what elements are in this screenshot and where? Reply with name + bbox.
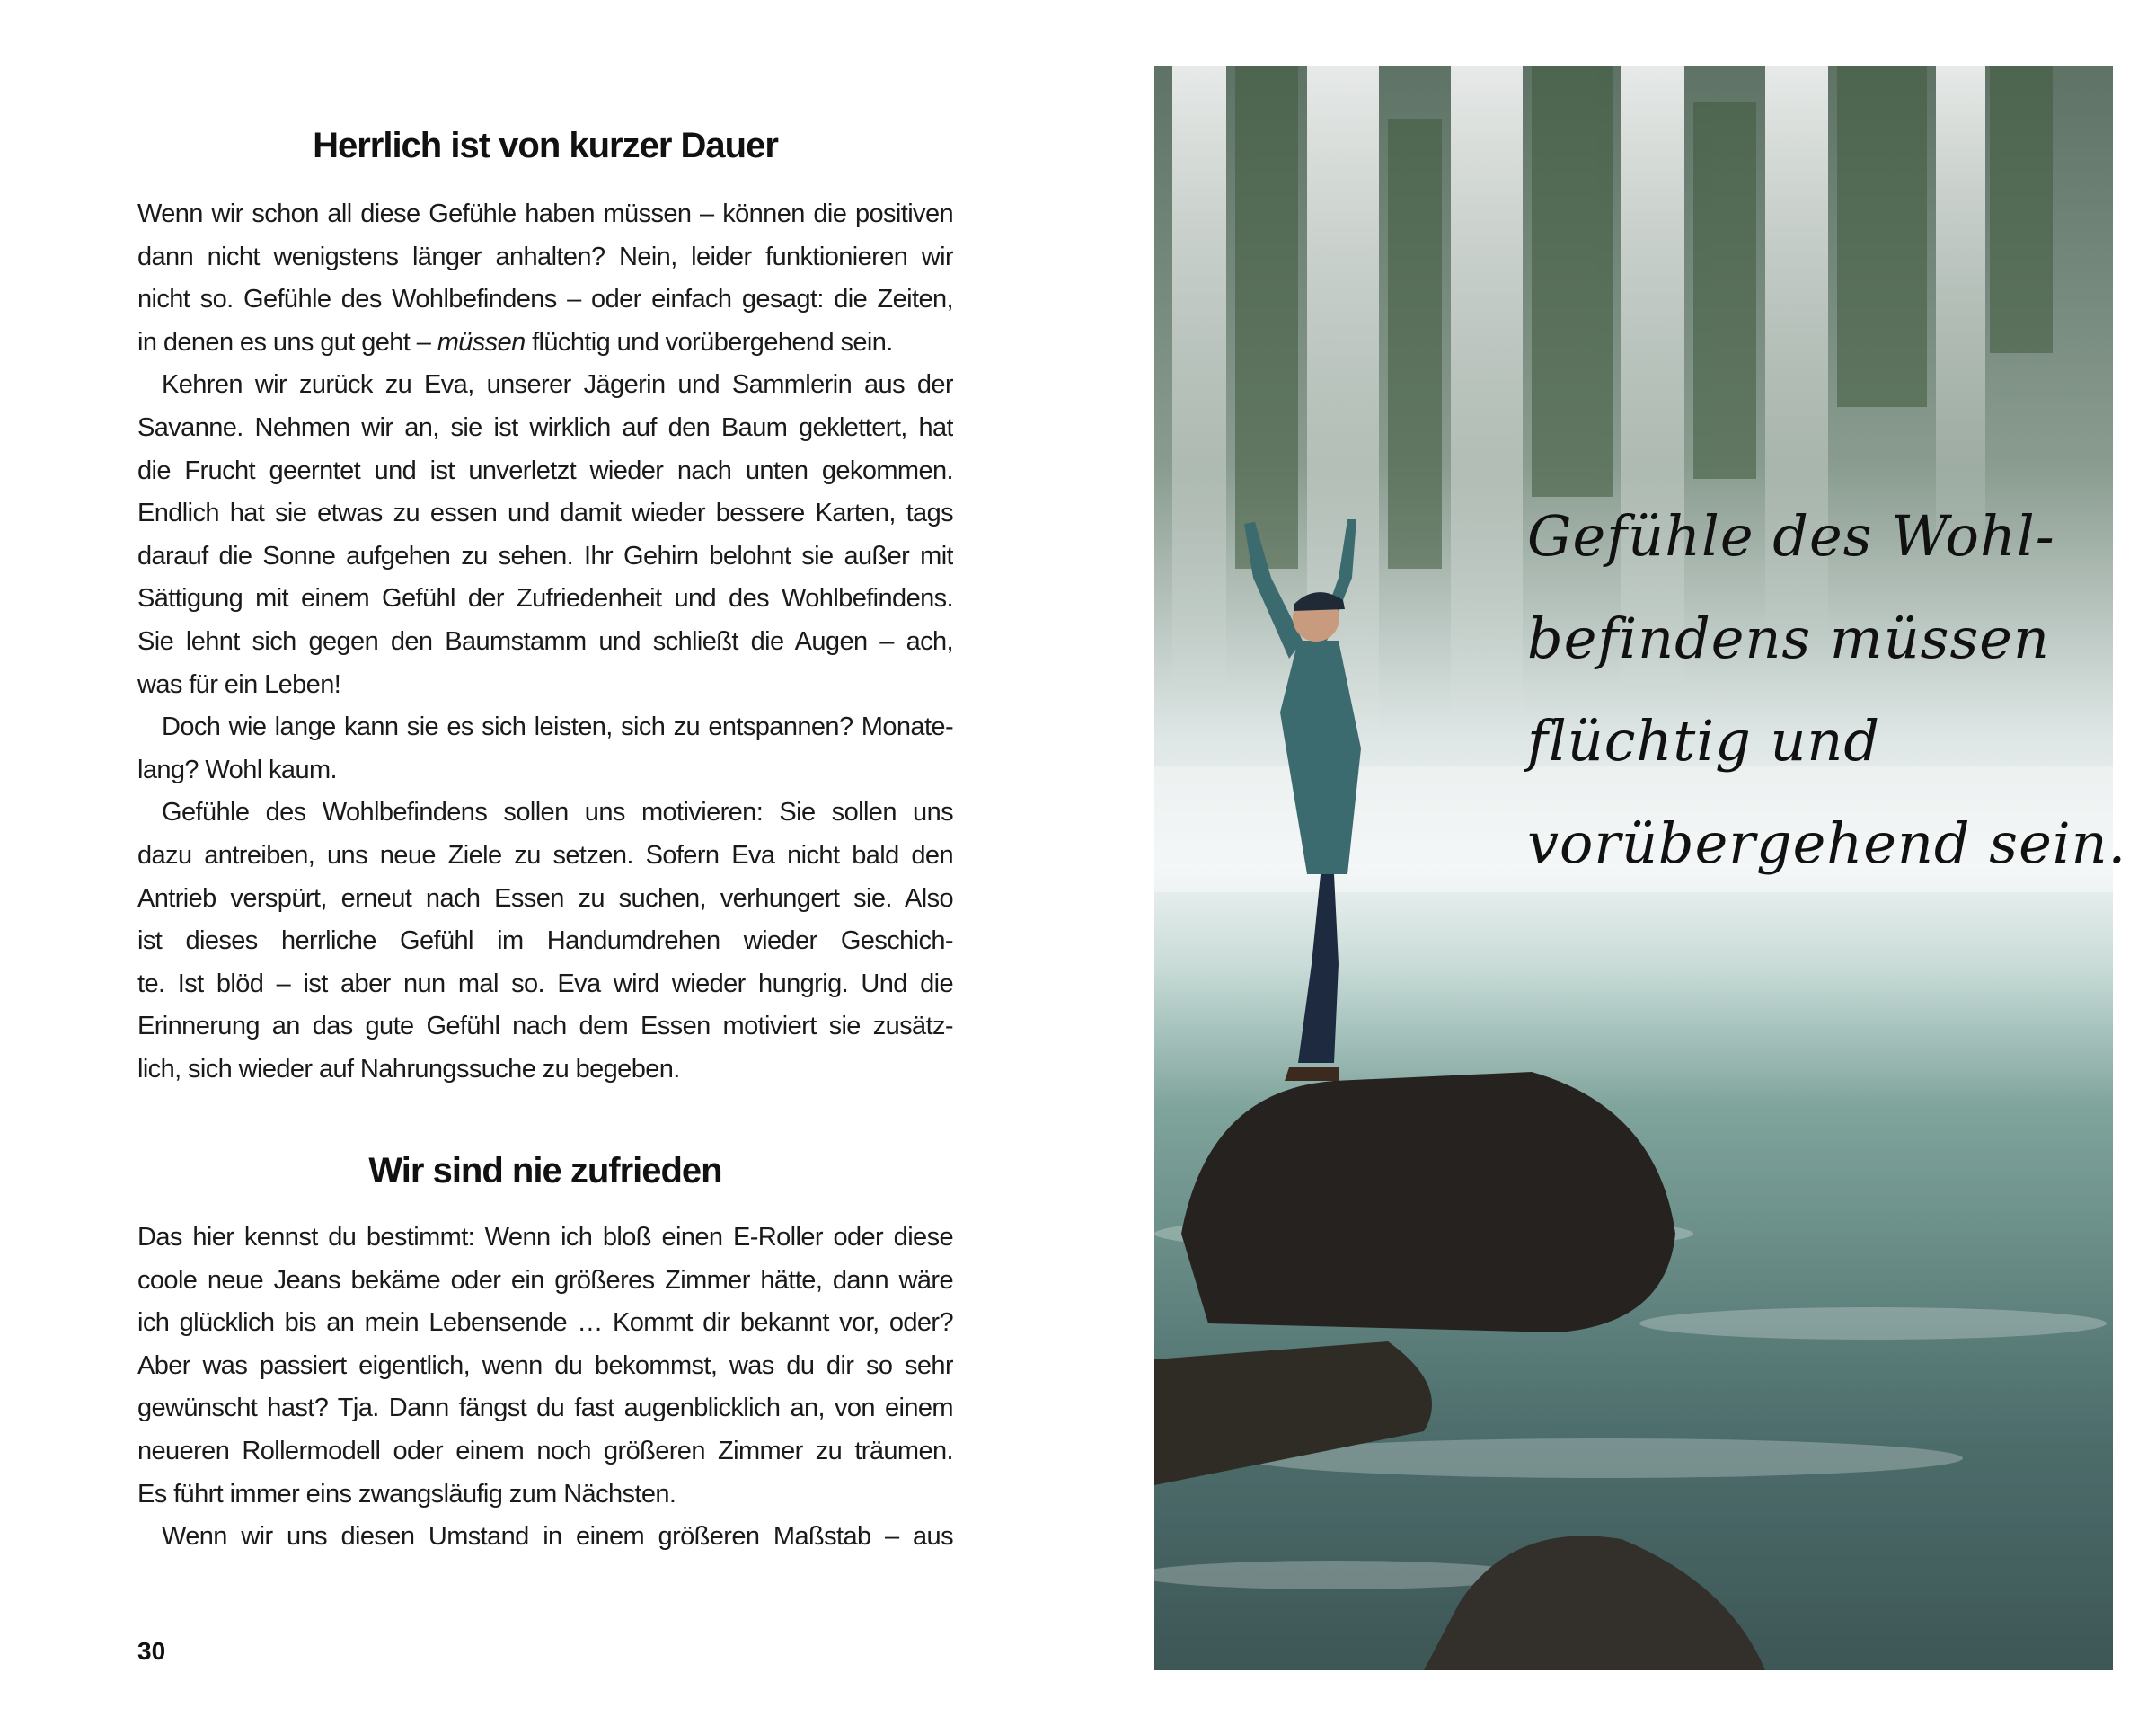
section-body bbox=[137, 193, 953, 1091]
text-line: ist dieses herrliche Gefühl im Handumdrehen wieder Geschich- bbox=[137, 926, 953, 956]
rock bbox=[1181, 1072, 1675, 1332]
text-line: Wenn wir uns diesen Umstand in einem größeren Maßstab – aus bbox=[162, 1522, 953, 1552]
text-line: Das hier kennst du bestimmt: Wenn ich bloß einen E-Roller oder diese bbox=[137, 1223, 953, 1252]
text-line: Savanne. Nehmen wir an, sie ist wirklich auf den Baum geklettert, hat bbox=[137, 412, 953, 442]
text-line: Antrieb verspürt, erneut nach Essen zu suchen, verhungert sie. Also bbox=[137, 883, 953, 913]
text-line: gewünscht hast? Tja. Dann fängst du fast augenblicklich an, von einem bbox=[137, 1394, 953, 1423]
text-line: in denen es uns gut geht – müssen flüchtig und vorübergehend sein. bbox=[137, 327, 893, 357]
text-line: lang? Wohl kaum. bbox=[137, 755, 337, 784]
text-line: nicht so. Gefühle des Wohlbefindens – oder einfach gesagt: die Zeiten, bbox=[137, 285, 953, 314]
text-line: neueren Rollermodell oder einem noch größeren Zimmer zu träumen. bbox=[137, 1436, 953, 1465]
text-line: darauf die Sonne aufgehen zu sehen. Ihr Gehirn belohnt sie außer mit bbox=[137, 541, 953, 571]
text-line: Kehren wir zurück zu Eva, unserer Jägerin und Sammlerin aus der bbox=[162, 370, 953, 400]
quote-line: befindens müssen bbox=[1527, 606, 2050, 671]
text-line: Gefühle des Wohlbefindens sollen uns motivieren: Sie sollen uns bbox=[162, 798, 953, 828]
text-line: Aber was passiert eigentlich, wenn du bekommst, was du dir so sehr bbox=[137, 1350, 953, 1380]
text-line: te. Ist blöd – ist aber nun mal so. Eva wird wieder hungrig. Und die bbox=[137, 969, 953, 998]
text-line: coole neue Jeans bekäme oder ein größeres Zimmer hätte, dann wäre bbox=[137, 1265, 953, 1295]
emphasis: müssen bbox=[437, 327, 526, 357]
section-heading: Wir sind nie zufrieden bbox=[368, 1151, 722, 1190]
quote-line: vorübergehend sein. bbox=[1527, 810, 2127, 876]
section-body bbox=[137, 1217, 953, 1559]
handwritten-quote bbox=[1527, 485, 2126, 895]
text-line: lich, sich wieder auf Nahrungssuche zu begeben. bbox=[137, 1054, 680, 1084]
text-line: ich glücklich bis an mein Lebensende … Kommt dir bekannt vor, oder? bbox=[137, 1308, 953, 1338]
text-line: was für ein Leben! bbox=[137, 669, 341, 699]
text-line: Erinnerung an das gute Gefühl nach dem Essen motiviert sie zusätz- bbox=[137, 1012, 953, 1041]
text-line: Wenn wir schon all diese Gefühle haben müssen – können die positiven bbox=[137, 199, 953, 228]
text-line: Doch wie lange kann sie es sich leisten, sich zu entspannen? Monate- bbox=[162, 712, 953, 742]
text-line: Sättigung mit einem Gefühl der Zufriedenheit und des Wohlbefindens. bbox=[137, 584, 953, 614]
quote-line: Gefühle des Wohl- bbox=[1527, 503, 2055, 569]
text-line: Sie lehnt sich gegen den Baumstamm und schließt die Augen – ach, bbox=[137, 626, 953, 656]
section-heading: Herrlich ist von kurzer Dauer bbox=[313, 126, 778, 165]
text-line: die Frucht geerntet und ist unverletzt wieder nach unten gekommen. bbox=[137, 456, 953, 485]
quote-line: flüchtig und bbox=[1527, 708, 1881, 774]
text-line: Es führt immer eins zwangsläufig zum Nächsten. bbox=[137, 1479, 676, 1509]
text-line: dann nicht wenigstens länger anhalten? Nein, leider funktionieren wir bbox=[137, 242, 953, 271]
page-number: 30 bbox=[137, 1637, 166, 1665]
text-line: dazu antreiben, uns neue Ziele zu setzen. Sofern Eva nicht bald den bbox=[137, 840, 953, 870]
text-line: Endlich hat sie etwas zu essen und damit wieder bessere Karten, tags bbox=[137, 499, 953, 528]
